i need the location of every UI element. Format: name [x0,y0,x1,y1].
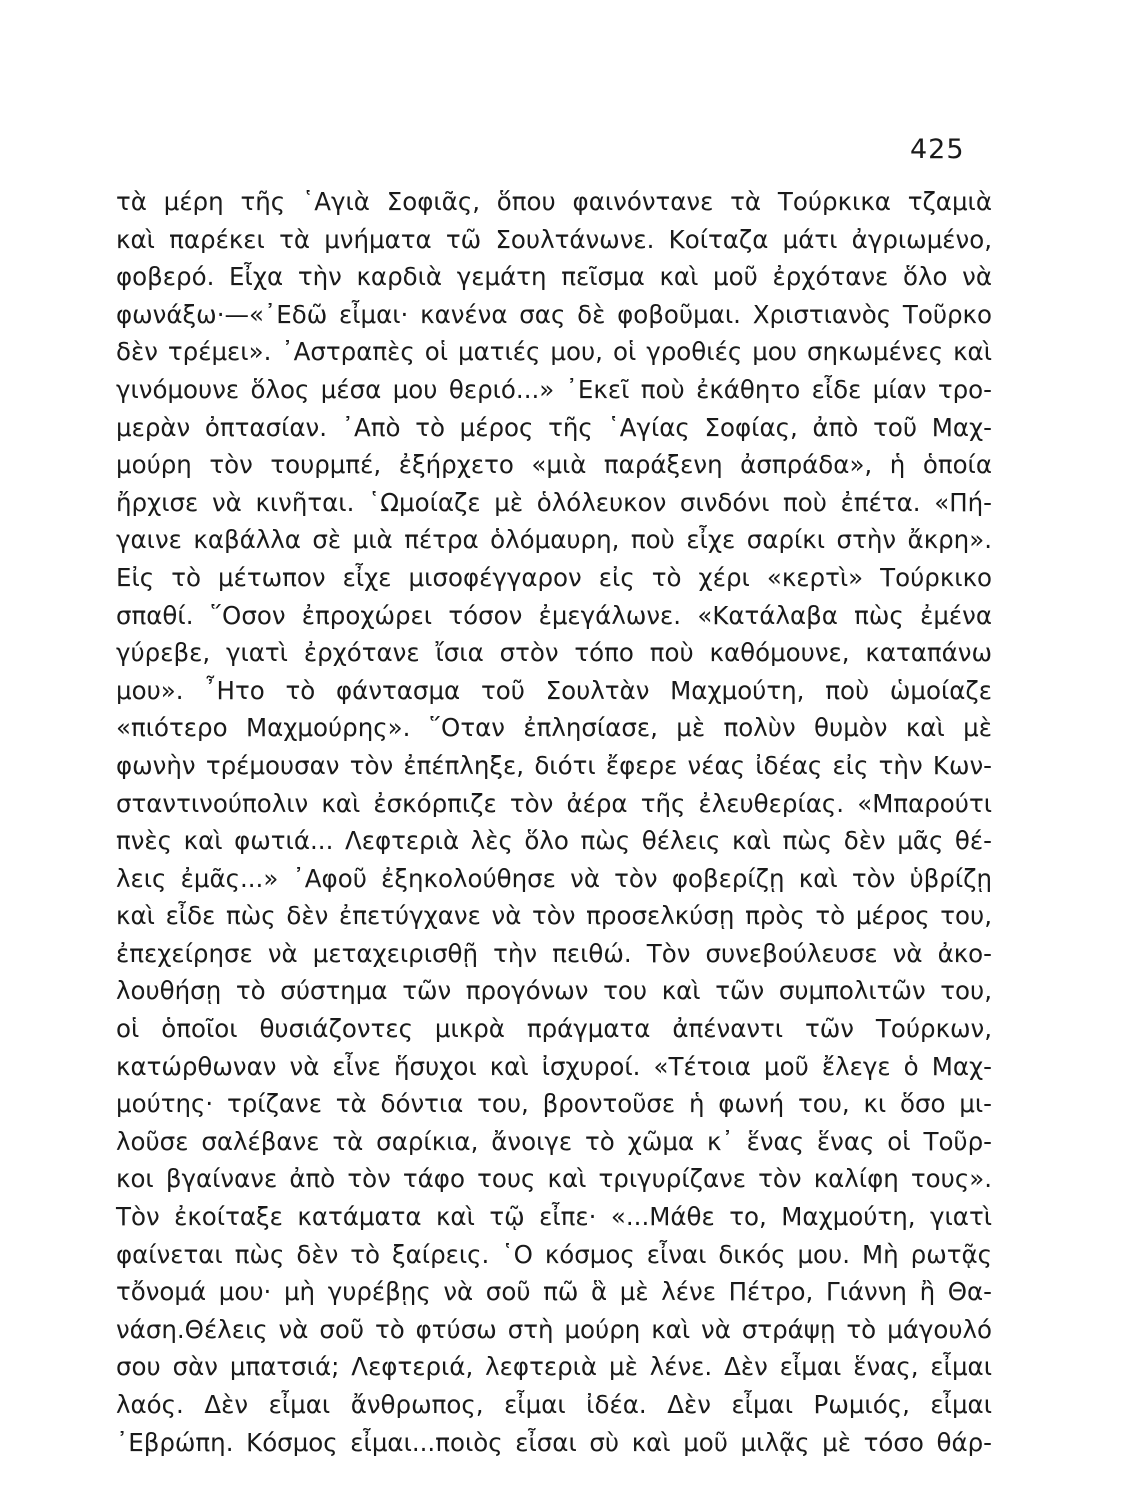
text-line-17: σταντινούπολιν καὶ ἐσκόρπιζε τὸν ἀέρα τῆς ἐλευθερίας. «Μπαρούτι [116,788,992,818]
text-line-10: γαινε καβάλλα σὲ μιὰ πέτρα ὁλόμαυρη, ποὺ εἶχε σαρίκι στὴν ἄκρη». [116,525,992,555]
text-line-26: λοῦσε σαλέβανε τὰ σαρίκια, ἄνοιγε τὸ χῶμα κ᾽ ἕνας ἕνας οἱ Τοῦρ- [116,1126,992,1156]
text-line-19: λεις ἐμᾶς...» ᾽Αφοῦ ἐξηκολούθησε νὰ τὸν φοβερίζῃ καὶ τὸν ὑβρίζῃ [116,863,992,893]
text-line-8: μούρη τὸν τουρμπέ, ἐξήρχετο «μιὰ παράξενη ἀσπράδα», ἡ ὁποία [116,450,992,480]
text-line-24: κατώρθωναν νὰ εἶνε ἥσυχοι καὶ ἰσχυροί. «Τέτοια μοῦ ἔλεγε ὁ Μαχ- [116,1051,992,1081]
text-line-20: καὶ εἶδε πὼς δὲν ἐπετύγχανε νὰ τὸν προσελκύσῃ πρὸς τὸ μέρος του, [116,901,992,931]
text-line-34: ᾽Εβρώπη. Κόσμος εἶμαι...ποιὸς εἶσαι σὺ καὶ μοῦ μιλᾷς μὲ τόσο θάρ- [116,1427,992,1457]
text-line-13: γύρεβε, γιατὶ ἐρχότανε ἴσια στὸν τόπο ποὺ καθόμουνε, καταπάνω [116,638,992,668]
text-line-12: σπαθί. ῞Οσον ἐπροχώρει τόσον ἐμεγάλωνε. «Κατάλαβα πὼς ἐμένα [116,600,992,630]
text-line-31: νάση.Θέλεις νὰ σοῦ τὸ φτύσω στὴ μούρη καὶ νὰ στράψῃ τὸ μάγουλό [116,1314,992,1344]
body-text [116,183,992,1461]
text-line-18: πνὲς καὶ φωτιά... Λεφτεριὰ λὲς ὅλο πὼς θέλεις καὶ πὼς δὲν μᾶς θέ- [116,826,992,856]
text-line-16: φωνὴν τρέμουσαν τὸν ἐπέπληξε, διότι ἔφερε νέας ἰδέας εἰς τὴν Κων- [116,750,992,780]
text-line-21: ἐπεχείρησε νὰ μεταχειρισθῇ τὴν πειθώ. Τὸν συνεβούλευσε νὰ ἀκο- [116,938,992,968]
text-line-6: γινόμουνε ὅλος μέσα μου θεριό...» ᾽Εκεῖ ποὺ ἐκάθητο εἶδε μίαν τρο- [116,374,992,404]
text-line-2: καὶ παρέκει τὰ μνήματα τῶ Σουλτάνωνε. Κοίταζα μάτι ἀγριωμένο, [116,224,992,254]
page-number: 425 [910,134,965,165]
text-line-3: φοβερό. Εἶχα τὴν καρδιὰ γεμάτη πεῖσμα καὶ μοῦ ἐρχότανε ὅλο νὰ [116,262,992,292]
text-line-1: τὰ μέρη τῆς ῾Αγιὰ Σοφιᾶς, ὅπου φαινόντανε τὰ Τούρκικα τζαμιὰ [116,187,992,216]
text-line-28: Τὸν ἐκοίταξε κατάματα καὶ τῷ εἶπε· «...Μάθε το, Μαχμούτη, γιατὶ [116,1202,992,1232]
text-line-15: «πιότερο Μαχμούρης». ῞Οταν ἐπλησίασε, μὲ πολὺν θυμὸν καὶ μὲ [116,713,992,743]
text-line-9: ἤρχισε νὰ κινῆται. ῾Ωμοίαζε μὲ ὁλόλευκον σινδόνι ποὺ ἐπέτα. «Πή- [116,487,992,517]
text-line-23: οἱ ὁποῖοι θυσιάζοντες μικρὰ πράγματα ἀπέναντι τῶν Τούρκων, [116,1014,992,1044]
text-line-32: σου σὰν μπατσιά; Λεφτεριά, λεφτεριὰ μὲ λένε. Δὲν εἶμαι ἕνας, εἶμαι [116,1352,992,1382]
text-line-5: δὲν τρέμει». ᾽Αστραπὲς οἱ ματιές μου, οἱ γροθιές μου σηκωμένες καὶ [116,337,992,367]
text-line-33: λαός. Δὲν εἶμαι ἄνθρωπος, εἶμαι ἰδέα. Δὲν εἶμαι Ρωμιός, εἶμαι [116,1390,992,1419]
text-line-29: φαίνεται πὼς δὲν τὸ ξαίρεις. ῾Ο κόσμος εἶναι δικός μου. Μὴ ρωτᾷς [116,1239,992,1269]
text-line-7: μερὰν ὀπτασίαν. ᾽Απὸ τὸ μέρος τῆς ῾Αγίας Σοφίας, ἀπὸ τοῦ Μαχ- [116,412,992,442]
text-line-27: κοι βγαίνανε ἀπὸ τὸν τάφο τους καὶ τριγυρίζανε τὸν καλίφη τους». [116,1164,992,1194]
text-line-11: Εἰς τὸ μέτωπον εἶχε μισοφέγγαρον εἰς τὸ χέρι «κερτὶ» Τούρκικο [116,562,992,592]
text-line-30: τὄνομά μου· μὴ γυρέβῃς νὰ σοῦ πῶ ἃ μὲ λένε Πέτρο, Γιάννη ἢ Θα- [116,1277,992,1307]
text-line-14: μου». ῏Ητο τὸ φάντασμα τοῦ Σουλτὰν Μαχμούτη, ποὺ ὡμοίαζε [116,675,992,705]
text-line-22: λουθήσῃ τὸ σύστημα τῶν προγόνων του καὶ τῶν συμπολιτῶν του, [116,976,992,1006]
text-line-25: μούτης· τρίζανε τὰ δόντια του, βροντοῦσε ἡ φωνή του, κι ὅσο μι- [116,1089,992,1119]
text-line-4: φωνάξω·—«᾽Εδῶ εἶμαι· κανένα σας δὲ φοβοῦμαι. Χριστιανὸς Τοῦρκο [116,299,992,329]
